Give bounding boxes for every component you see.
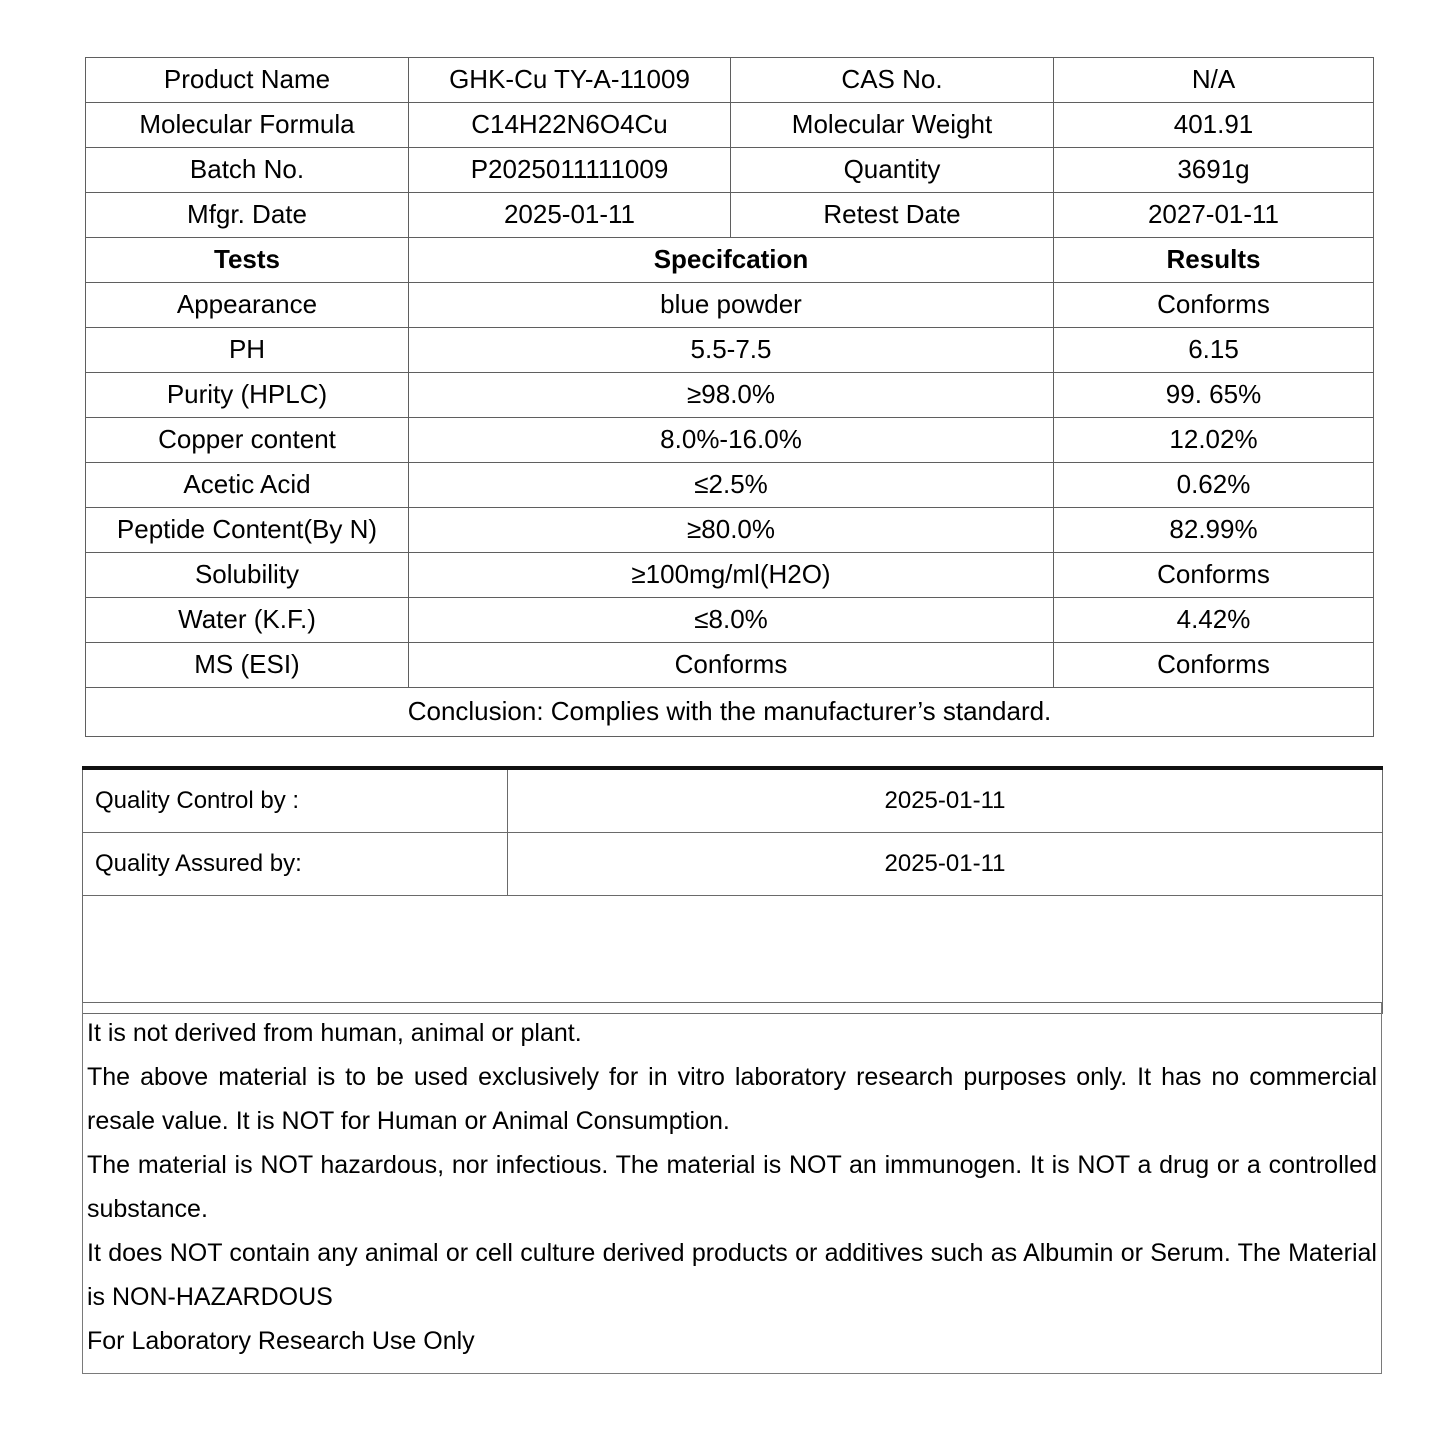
table-row <box>86 148 1374 193</box>
column-header-tests: Tests <box>86 238 409 283</box>
certificate-of-analysis-table <box>85 57 1374 737</box>
test-result: Conforms <box>1054 553 1374 598</box>
test-result: 99. 65% <box>1054 373 1374 418</box>
test-spec: blue powder <box>409 283 1054 328</box>
test-name: Solubility <box>86 553 409 598</box>
test-spec: 5.5-7.5 <box>409 328 1054 373</box>
retest-date-label: Retest Date <box>731 193 1054 238</box>
batch-no-label: Batch No. <box>86 148 409 193</box>
test-spec: ≥98.0% <box>409 373 1054 418</box>
test-result: 0.62% <box>1054 463 1374 508</box>
test-spec: ≤8.0% <box>409 598 1054 643</box>
test-result: Conforms <box>1054 643 1374 688</box>
table-row <box>86 508 1374 553</box>
table-row <box>86 328 1374 373</box>
product-name-label: Product Name <box>86 58 409 103</box>
mfgr-date-label: Mfgr. Date <box>86 193 409 238</box>
batch-no-value: P2025011111009 <box>409 148 731 193</box>
molecular-weight-value: 401.91 <box>1054 103 1374 148</box>
table-row <box>86 58 1374 103</box>
test-spec: 8.0%-16.0% <box>409 418 1054 463</box>
quality-control-by-label: Quality Control by : <box>83 768 508 833</box>
table-row <box>86 598 1374 643</box>
table-row <box>83 896 1383 1014</box>
quantity-label: Quantity <box>731 148 1054 193</box>
table-row <box>83 833 1383 896</box>
test-result: 12.02% <box>1054 418 1374 463</box>
table-row <box>86 373 1374 418</box>
test-name: PH <box>86 328 409 373</box>
mfgr-date-value: 2025-01-11 <box>409 193 731 238</box>
quantity-value: 3691g <box>1054 148 1374 193</box>
disclaimer-line: The above material is to be used exclusively for in vitro laboratory research purposes only. It has no commercial resale value. It is NOT for Human or Animal Consumption. <box>87 1063 1377 1135</box>
molecular-formula-label: Molecular Formula <box>86 103 409 148</box>
table-row <box>86 643 1374 688</box>
table-row <box>86 688 1374 737</box>
signature-table <box>82 766 1383 1014</box>
test-result: 6.15 <box>1054 328 1374 373</box>
test-result: 4.42% <box>1054 598 1374 643</box>
column-header-specification: Specifcation <box>409 238 1054 283</box>
disclaimer-line: It does NOT contain any animal or cell culture derived products or additives such as Albumin or Serum. The Material is NON-HAZARDOUS <box>87 1239 1377 1311</box>
table-row <box>86 283 1374 328</box>
test-result: 82.99% <box>1054 508 1374 553</box>
table-row <box>86 418 1374 463</box>
test-spec: ≥80.0% <box>409 508 1054 553</box>
disclaimer-line: It is not derived from human, animal or plant. <box>87 1019 582 1047</box>
test-result: Conforms <box>1054 283 1374 328</box>
table-row <box>86 103 1374 148</box>
disclaimer-box <box>82 1002 1382 1374</box>
table-row <box>83 768 1383 833</box>
product-name-value: GHK-Cu TY-A-11009 <box>409 58 731 103</box>
quality-assured-by-label: Quality Assured by: <box>83 833 508 896</box>
column-header-results: Results <box>1054 238 1374 283</box>
disclaimer-line: The material is NOT hazardous, nor infectious. The material is NOT an immunogen. It is NOT a drug or a controlled substance. <box>87 1151 1377 1223</box>
test-spec: Conforms <box>409 643 1054 688</box>
retest-date-value: 2027-01-11 <box>1054 193 1374 238</box>
test-name: Acetic Acid <box>86 463 409 508</box>
quality-assured-by-value: 2025-01-11 <box>508 833 1383 896</box>
test-name: Copper content <box>86 418 409 463</box>
cas-no-label: CAS No. <box>731 58 1054 103</box>
test-name: Purity (HPLC) <box>86 373 409 418</box>
quality-control-by-value: 2025-01-11 <box>508 768 1383 833</box>
test-spec: ≥100mg/ml(H2O) <box>409 553 1054 598</box>
signature-ghost-line <box>95 896 1370 1013</box>
test-name: Appearance <box>86 283 409 328</box>
signature-blank-area <box>83 896 1383 1014</box>
disclaimer-line: For Laboratory Research Use Only <box>87 1327 475 1355</box>
test-name: Water (K.F.) <box>86 598 409 643</box>
table-row <box>86 553 1374 598</box>
test-name: MS (ESI) <box>86 643 409 688</box>
molecular-weight-label: Molecular Weight <box>731 103 1054 148</box>
cas-no-value: N/A <box>1054 58 1374 103</box>
test-name: Peptide Content(By N) <box>86 508 409 553</box>
molecular-formula-value: C14H22N6O4Cu <box>409 103 731 148</box>
table-row <box>86 463 1374 508</box>
table-row <box>86 193 1374 238</box>
test-spec: ≤2.5% <box>409 463 1054 508</box>
table-header-row <box>86 238 1374 283</box>
conclusion-text: Conclusion: Complies with the manufacturer’s standard. <box>86 688 1374 737</box>
